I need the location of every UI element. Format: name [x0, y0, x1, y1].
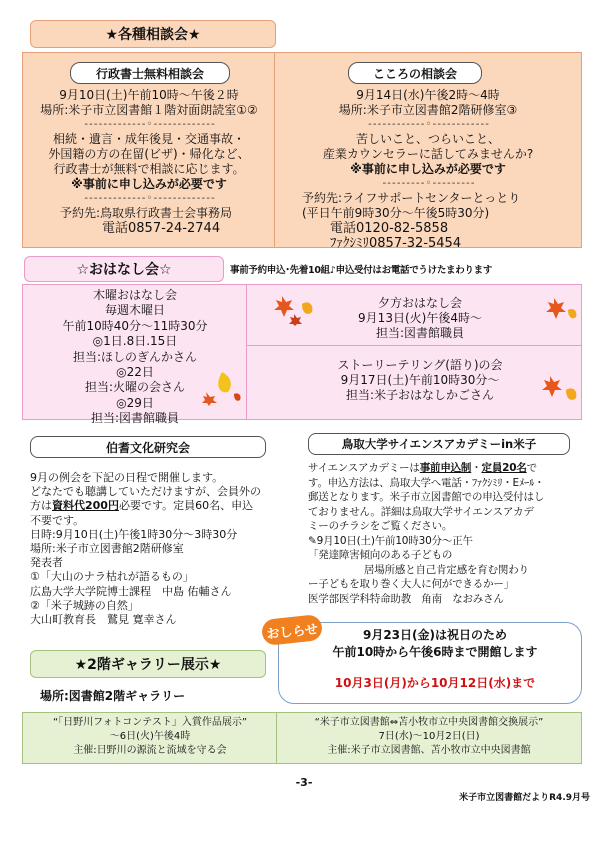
hoki-l1: 9月の例会を下記の日程で開催します。	[30, 471, 224, 484]
gallery-right-title: “米子市立図書館⇔苫小牧市立中央図書館交換展示”	[314, 717, 544, 728]
hoki-l3	[30, 499, 290, 513]
consult-right-place: 場所:米子市立図書館2階研修室③	[338, 103, 518, 117]
hoki-l5: 日時:9月10日(土)午後1時30分〜3時30分	[30, 527, 238, 541]
story-evening	[320, 296, 520, 341]
consult-left-body	[24, 88, 274, 236]
consult-right-hours: (平日午前9時30分〜午後5時30分)	[302, 206, 490, 220]
story-thursday-l8: 担当:図書館職員	[90, 411, 180, 426]
science-l1	[308, 461, 590, 476]
autumn-leaves-icon	[200, 370, 244, 406]
consult-left-place: 場所:米子市立図書館１階対面朗読室①②	[40, 103, 258, 117]
consult-title	[30, 20, 276, 48]
hoki-l7: 発表者	[30, 556, 63, 570]
science-capacity: 定員20名	[481, 462, 527, 474]
hoki-l9: 広島大学大学院博士課程 中島 佑輔さん	[30, 584, 232, 598]
science-l5: ミーのチラシをご覧ください。	[308, 520, 453, 532]
science-l7: 「発達障害傾向のある子どもの	[308, 549, 453, 561]
story-title-text: ☆おはなし会☆	[76, 262, 172, 278]
story-thursday-l5: ◎22日	[116, 365, 154, 380]
hoki-l10: ②「米子城跡の自然」	[30, 598, 139, 612]
consult-right-fax: ﾌｧｸｼﾐﾘ0857-32-5454	[330, 236, 462, 251]
story-thursday-l2: 午前10時40分〜11時30分	[62, 318, 208, 333]
science-l9: ー子どもを取り巻く大人に何ができるかー」	[308, 578, 514, 590]
autumn-leaves-icon	[538, 372, 580, 406]
consult-right-notice: ※事前に申し込みが必要です	[350, 162, 506, 176]
notice-body	[290, 627, 580, 692]
story-title	[24, 256, 224, 282]
consult-right-date: 9月14日(水)午後2時〜4時	[356, 88, 500, 102]
gallery-title	[30, 650, 266, 678]
consult-left-body3: 行政書士が無料で相談に応じます。	[53, 162, 245, 176]
hoki-heading	[30, 436, 266, 458]
story-divider-h	[246, 345, 582, 346]
story-telling-staff: 担当:米子おはなしかごさん	[345, 388, 495, 402]
hoki-l3c: 必要です。定員60名、申込	[118, 499, 254, 513]
science-l6: ✎9月10日(土)午前10時30分〜正午	[308, 534, 473, 547]
hoki-l3a: 方は	[30, 499, 52, 513]
hoki-l8: ①「大山のナラ枯れが語るもの」	[30, 570, 194, 584]
science-heading-text: 鳥取大学サイエンスアカデミーin米子	[341, 437, 537, 451]
story-evening-heading: 夕方おはなし会	[377, 296, 462, 310]
consult-right-contact: 予約先:ライフサポートセンターとっとり	[302, 191, 521, 205]
science-l2: す。申込方法は、鳥取大学へ電話・ﾌｧｸｼﾐﾘ・Eﾒｰﾙ・	[308, 476, 545, 489]
hoki-fee: 資料代200円	[52, 499, 119, 513]
footer-credit: 米子市立図書館だよりR4.9月号	[459, 793, 590, 803]
science-l8: 居場所感と自己肯定感を育む関わり	[364, 563, 529, 576]
story-evening-date: 9月13日(火)午後4時〜	[358, 311, 482, 325]
story-telling	[300, 358, 540, 403]
story-thursday-l6: 担当:火曜の会さん	[84, 380, 186, 395]
consult-divider	[274, 52, 275, 248]
consult-left-notice: ※事前に申し込みが必要です	[71, 177, 227, 191]
gallery-right-host: 主催:米子市立図書館、苫小牧市立中央図書館	[327, 745, 531, 756]
hoki-l6: 場所:米子市立図書館2階研修室	[30, 542, 184, 556]
gallery-right-date: 7日(水)〜10月2日(日)	[378, 731, 480, 742]
science-l1c: ・	[471, 462, 482, 474]
story-telling-date: 9月17日(土)午前10時30分〜	[340, 373, 500, 387]
gallery-right	[278, 716, 580, 758]
science-prereg: 事前申込制	[419, 462, 472, 474]
hoki-l2: どなたでも聴講していただけますが、会員外の	[30, 485, 261, 499]
consult-right-dots2: - - - - - - - - - ◦ - - - - - - - - -	[382, 178, 474, 189]
consult-left-tel: 電話0857-24-2744	[102, 221, 221, 236]
consult-right-tel: 電話0120-82-5858	[330, 221, 449, 236]
story-thursday-heading: 木曜おはなし会	[92, 288, 177, 302]
hoki-l11: 大山町教育長 鷲見 寛幸さん	[30, 613, 177, 627]
science-body	[308, 461, 590, 606]
consult-left-heading-text: 行政書士無料相談会	[95, 66, 204, 81]
gallery-title-text: ★2階ギャラリー展示★	[74, 657, 222, 673]
science-l1a: サイエンスアカデミーは	[308, 462, 420, 474]
consult-left-heading	[70, 62, 230, 84]
gallery-left	[24, 716, 276, 758]
gallery-left-date: 〜6日(火)午後4時	[109, 731, 191, 742]
story-thursday-l7: ◎29日	[116, 395, 154, 410]
story-evening-staff: 担当:図書館職員	[375, 326, 465, 340]
autumn-leaves-icon	[540, 294, 580, 324]
consult-right-heading	[348, 62, 482, 84]
consult-right-heading-text: こころの相談会	[372, 66, 457, 81]
notice-l1: 9月23日(金)は祝日のため	[362, 628, 508, 642]
consult-right-body	[276, 88, 580, 251]
consult-left-body2: 外国籍の方の在留(ビザ)・帰化など、	[48, 147, 250, 161]
consult-left-body1: 相続・遺言・成年後見・交通事故・	[52, 132, 245, 146]
science-heading	[308, 433, 570, 455]
story-note: 事前予約申込･先着10組♪申込受付はお電話でうけたまわります	[230, 265, 493, 276]
science-l4: ておりません。詳細は鳥取大学サイエンスアカデ	[308, 505, 534, 518]
story-thursday-l1: 毎週木曜日	[104, 303, 165, 318]
gallery-left-title: “「日野川フォトコンテスト」入賞作品展示”	[52, 717, 248, 728]
gallery-place: 場所:図書館2階ギャラリー	[40, 689, 186, 703]
consult-right-body1: 苦しいこと、つらいこと、	[355, 132, 500, 146]
story-thursday-l4: 担当:ほしのぎんかさん	[72, 349, 198, 364]
notice-l3: 10月3日(月)から10月12日(水)まで	[334, 676, 536, 690]
story-telling-heading: ストーリーテリング(語り)の会	[337, 358, 503, 372]
consult-left-dots: - - - - - - - - - - - - - ◦ - - - - - - - - - - - - -	[84, 119, 214, 130]
hoki-heading-text: 伯耆文化研究会	[105, 440, 190, 455]
consult-title-text: ★各種相談会★	[105, 27, 201, 43]
consult-left-contact: 予約先:鳥取県行政書士会事務局	[60, 206, 233, 220]
consult-right-dots: - - - - - - - - - - - - ◦ - - - - - - - - - - - -	[368, 119, 488, 130]
consult-right-body2: 産業カウンセラーに話してみませんか?	[322, 147, 534, 161]
autumn-leaves-icon	[272, 290, 318, 326]
science-l1e: で	[526, 462, 537, 474]
consult-left-dots2: - - - - - - - - - - - - - ◦ - - - - - - - - - - - - -	[84, 193, 214, 204]
hoki-body	[30, 471, 290, 627]
story-thursday-l3: ◎1日.8日.15日	[92, 334, 178, 349]
story-divider-v	[246, 284, 247, 420]
science-l10: 医学部医学科特命助教 角南 なおみさん	[308, 592, 504, 605]
science-l3: 郵送となります。米子市立図書館での申込受付はし	[308, 491, 545, 503]
gallery-divider	[276, 712, 277, 764]
consult-left-date: 9月10日(土)午前10時〜午後２時	[59, 88, 239, 102]
notice-l2: 午前10時から午後6時まで開館します	[332, 645, 538, 659]
page-number: -3-	[295, 776, 313, 789]
hoki-l4: 不要です。	[30, 513, 85, 527]
gallery-left-host: 主催:日野川の源流と流域を守る会	[73, 745, 227, 756]
notice-badge-text: おしらせ	[265, 621, 319, 643]
